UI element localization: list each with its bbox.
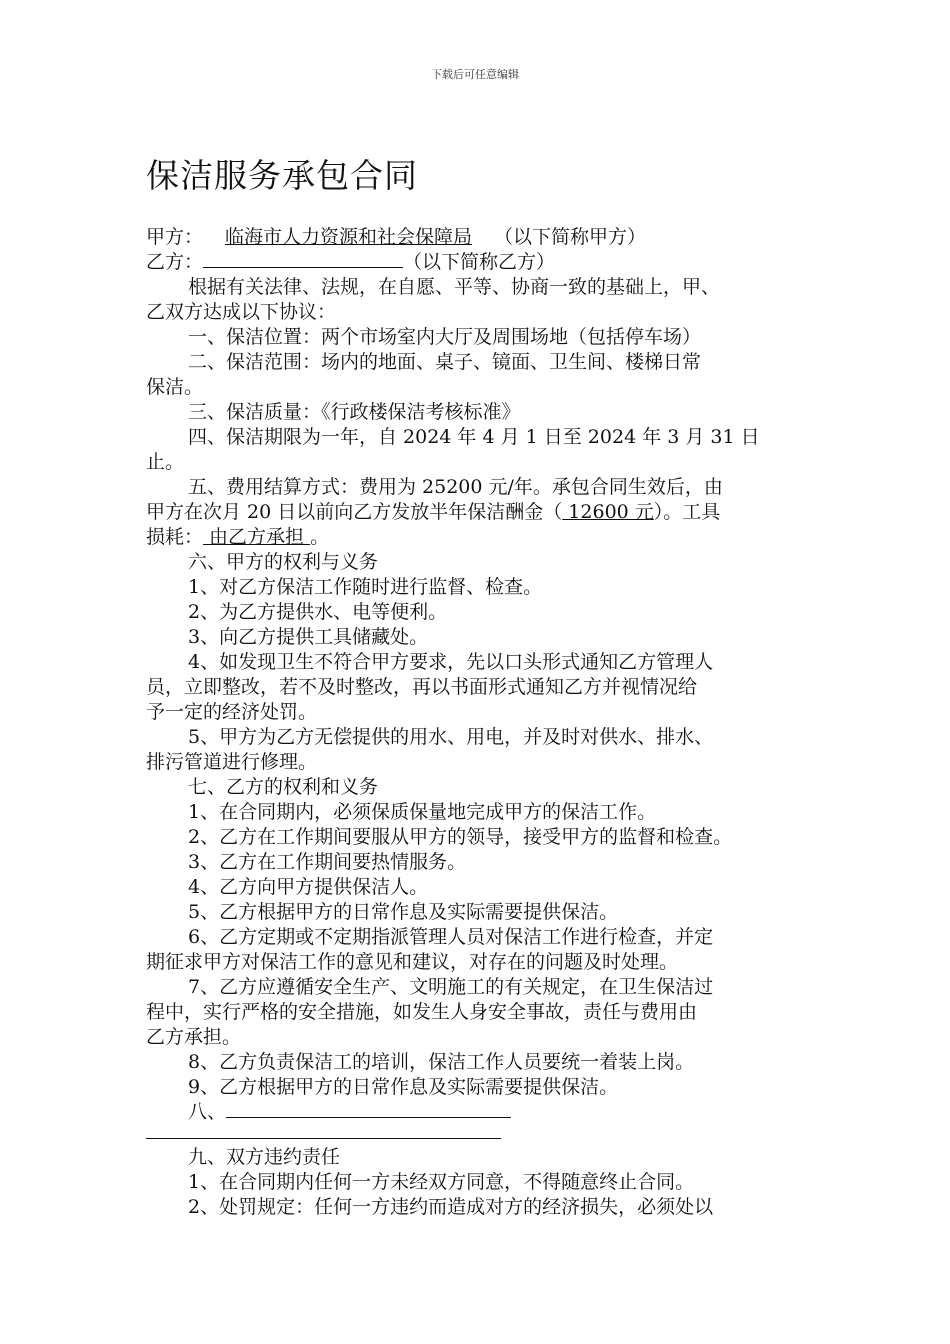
section-breach: 九、双方违约责任 bbox=[188, 1146, 341, 1168]
list-item: 6、乙方定期或不定期指派管理人员对保洁工作进行检查，并定 bbox=[188, 926, 714, 948]
tool-cost-label: 损耗： bbox=[146, 526, 204, 548]
list-item: 2、乙方在工作期间要服从甲方的领导，接受甲方的监督和检查。 bbox=[188, 826, 733, 848]
list-item-cont: 员，立即整改，若不及时整改，再以书面形式通知乙方并视情况给 bbox=[146, 676, 698, 698]
list-item: 7、乙方应遵循安全生产、文明施工的有关规定，在卫生保洁过 bbox=[188, 976, 714, 998]
clause-location: 一、保洁位置：两个市场室内大厅及周围场地（包括停车场） bbox=[188, 326, 702, 348]
list-item: 4、如发现卫生不符合甲方要求，先以口头形式通知乙方管理人 bbox=[188, 651, 714, 673]
clause-payment-cont bbox=[146, 499, 720, 525]
document-title: 保洁服务承包合同 bbox=[146, 156, 418, 195]
clause-quality: 三、保洁质量：《行政楼保洁考核标准》 bbox=[188, 401, 521, 423]
party-b-blank[interactable] bbox=[203, 249, 403, 268]
list-item: 2、为乙方提供水、电等便利。 bbox=[188, 601, 448, 623]
clause-tool-cost bbox=[146, 524, 329, 550]
list-item: 9、乙方根据甲方的日常作息及实际需要提供保洁。 bbox=[188, 1076, 619, 1098]
list-item-cont: 程中，实行严格的安全措施，如发生人身安全事故，责任与费用由 bbox=[146, 1001, 698, 1023]
payment-text: 甲方在次月 20 日以前向乙方发放半年保洁酬金（ bbox=[146, 501, 563, 523]
list-item: 2、处罚规定：任何一方违约而造成对方的经济损失，必须处以 bbox=[188, 1196, 714, 1218]
section-party-b-duties: 七、乙方的权利和义务 bbox=[188, 776, 379, 798]
tool-cost-end: 。 bbox=[310, 526, 330, 548]
clause-eight-blank[interactable] bbox=[226, 1099, 511, 1118]
blank-rule[interactable] bbox=[146, 1138, 501, 1139]
party-a-name: 临海市人力资源和社会保障局 bbox=[225, 226, 473, 248]
list-item: 1、在合同期内，必须保质保量地完成甲方的保洁工作。 bbox=[188, 801, 657, 823]
list-item-cont: 排污管道进行修理。 bbox=[146, 751, 318, 773]
list-item-cont: 期征求甲方对保洁工作的意见和建议，对存在的问题及时处理。 bbox=[146, 951, 679, 973]
clause-term: 四、保洁期限为一年，自 2024 年 4 月 1 日至 2024 年 3 月 31 日 bbox=[188, 426, 760, 448]
section-party-a-duties: 六、甲方的权利与义务 bbox=[188, 551, 379, 573]
party-a-label: 甲方： bbox=[146, 226, 204, 248]
list-item: 5、甲方为乙方无偿提供的用水、用电，并及时对供水、排水、 bbox=[188, 726, 714, 748]
list-item: 4、乙方向甲方提供保洁人。 bbox=[188, 876, 429, 898]
clause-eight bbox=[188, 1099, 511, 1125]
intro-line: 根据有关法律、法规，在自愿、平等、协商一致的基础上，甲、 bbox=[188, 276, 721, 298]
list-item: 8、乙方负责保洁工的培训，保洁工作人员要统一着装上岗。 bbox=[188, 1051, 695, 1073]
intro-line: 乙双方达成以下协议： bbox=[146, 301, 337, 323]
list-item: 5、乙方根据甲方的日常作息及实际需要提供保洁。 bbox=[188, 901, 619, 923]
clause-scope: 二、保洁范围：场内的地面、桌子、镜面、卫生间、楼梯日常 bbox=[188, 351, 702, 373]
payment-amount: 12600 元 bbox=[562, 501, 654, 523]
party-a-line bbox=[146, 224, 646, 250]
payment-text: ）。工具 bbox=[653, 501, 721, 523]
list-item: 1、在合同期内任何一方未经双方同意，不得随意终止合同。 bbox=[188, 1171, 695, 1193]
clause-scope-cont: 保洁。 bbox=[146, 376, 204, 398]
party-a-suffix: （以下简称甲方） bbox=[494, 226, 647, 248]
clause-eight-label: 八、 bbox=[188, 1101, 227, 1123]
party-b-suffix: （以下简称乙方） bbox=[403, 251, 556, 273]
party-b-line bbox=[146, 249, 555, 275]
clause-term-cont: 止。 bbox=[146, 451, 185, 473]
tool-cost-value: 由乙方承担 bbox=[203, 526, 311, 548]
page-header: 下载后可任意编辑 bbox=[431, 68, 519, 81]
list-item: 3、乙方在工作期间要热情服务。 bbox=[188, 851, 467, 873]
clause-payment: 五、费用结算方式：费用为 25200 元/年。承包合同生效后，由 bbox=[188, 476, 723, 498]
list-item-cont: 予一定的经济处罚。 bbox=[146, 701, 318, 723]
list-item-cont: 乙方承担。 bbox=[146, 1026, 242, 1048]
list-item: 1、对乙方保洁工作随时进行监督、检查。 bbox=[188, 576, 543, 598]
list-item: 3、向乙方提供工具储藏处。 bbox=[188, 626, 429, 648]
party-b-label: 乙方： bbox=[146, 251, 204, 273]
